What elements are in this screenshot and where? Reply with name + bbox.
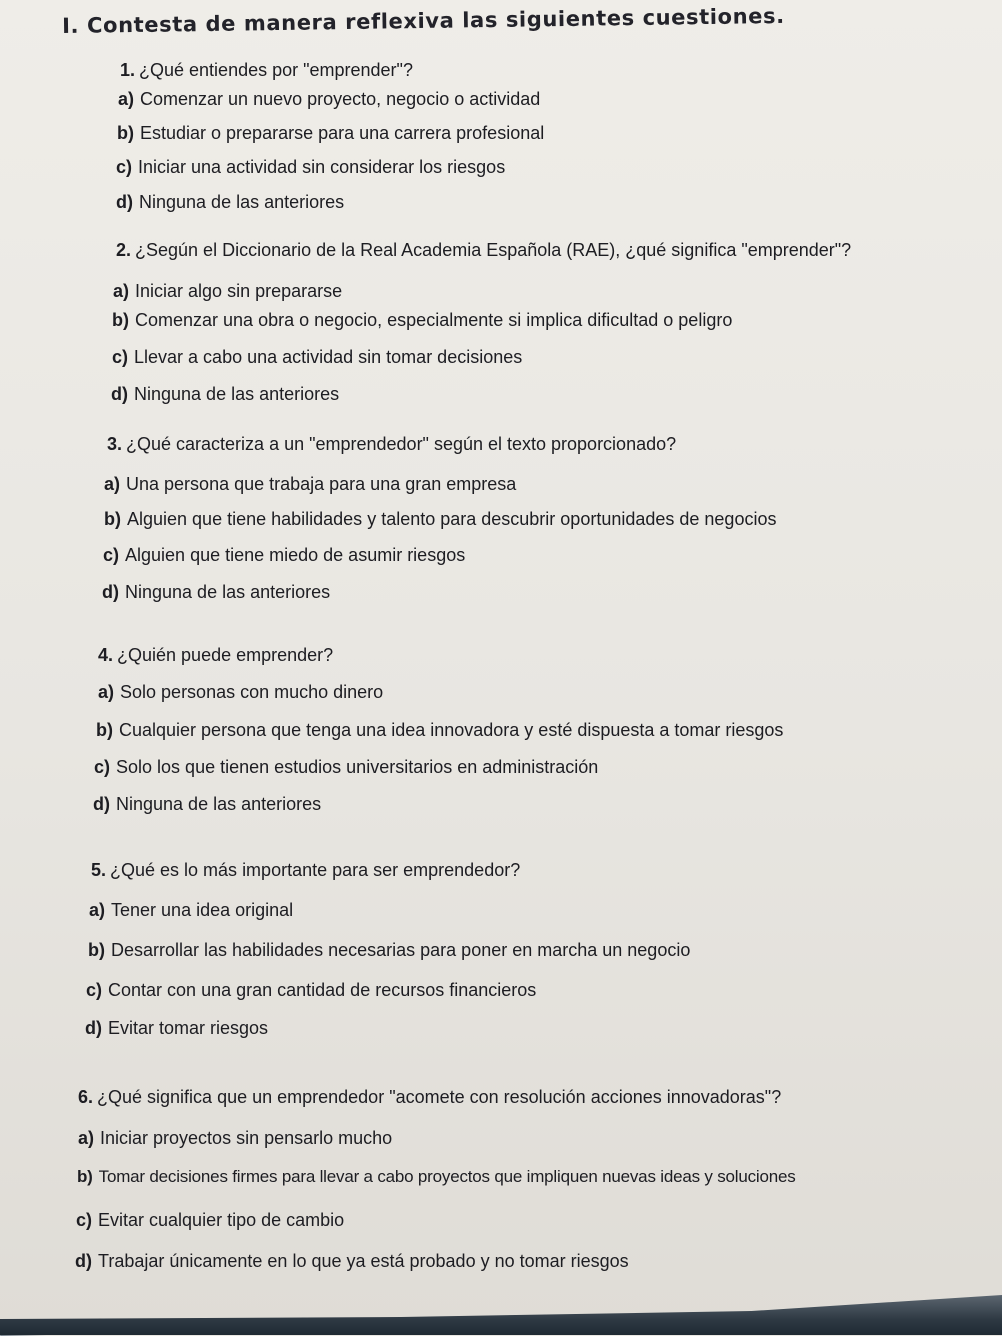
option-text: Tener una idea original (111, 900, 294, 920)
option-text: Iniciar proyectos sin pensarlo mucho (100, 1128, 393, 1148)
option-text: Solo personas con mucho dinero (120, 682, 384, 702)
book-cover-edge (0, 1295, 1002, 1335)
option-text: Iniciar una actividad sin considerar los riesgos (138, 157, 506, 177)
option-text: Evitar cualquier tipo de cambio (98, 1210, 345, 1230)
option-3d (102, 582, 330, 603)
option-letter: b) (104, 509, 121, 529)
question-text: ¿Según el Diccionario de la Real Academia Española (RAE), ¿qué significa "emprender"? (135, 240, 852, 260)
option-letter: a) (104, 474, 121, 494)
option-text: Alguien que tiene miedo de asumir riesgos (125, 545, 466, 565)
option-letter: d) (111, 384, 128, 404)
option-text: Ninguna de las anteriores (125, 582, 331, 602)
option-text: Ninguna de las anteriores (116, 794, 322, 814)
option-letter: b) (77, 1167, 93, 1186)
option-3a (104, 474, 516, 495)
option-5c (86, 980, 536, 1001)
option-letter: b) (112, 310, 129, 330)
worksheet-title: I. Contesta de manera reflexiva las siguientes cuestiones. (62, 3, 785, 38)
question-text: ¿Qué caracteriza a un "emprendedor" según el texto proporcionado? (126, 434, 677, 454)
option-text: Comenzar una obra o negocio, especialmente si implica dificultad o peligro (135, 310, 733, 330)
option-6c (76, 1210, 344, 1231)
option-text: Cualquier persona que tenga una idea innovadora y esté dispuesta a tomar riesgos (119, 720, 784, 740)
option-text: Llevar a cabo una actividad sin tomar decisiones (134, 347, 523, 367)
option-text: Ninguna de las anteriores (139, 192, 345, 212)
question-1 (120, 60, 413, 81)
option-text: Solo los que tienen estudios universitarios en administración (116, 757, 599, 777)
option-text: Desarrollar las habilidades necesarias para poner en marcha un negocio (111, 940, 691, 960)
option-1d (116, 192, 344, 213)
option-3b (104, 509, 776, 530)
option-letter: b) (117, 123, 134, 143)
option-5b (88, 940, 690, 961)
option-letter: a) (89, 900, 106, 920)
question-6 (78, 1087, 781, 1108)
option-letter: d) (116, 192, 133, 212)
question-number: 3. (107, 434, 123, 454)
option-letter: c) (76, 1210, 93, 1230)
option-6b (77, 1167, 796, 1187)
question-number: 4. (98, 645, 114, 665)
option-4c (94, 757, 598, 778)
question-text: ¿Quién puede emprender? (117, 645, 334, 665)
question-4 (98, 645, 333, 666)
option-1b (117, 123, 544, 144)
option-4d (93, 794, 321, 815)
option-letter: c) (103, 545, 120, 565)
option-letter: d) (75, 1251, 92, 1271)
option-text: Alguien que tiene habilidades y talento para descubrir oportunidades de negocios (127, 509, 777, 529)
option-1a (118, 89, 540, 110)
option-letter: d) (93, 794, 110, 814)
option-5d (85, 1018, 268, 1039)
option-letter: d) (102, 582, 119, 602)
question-number: 6. (78, 1087, 94, 1107)
option-text: Estudiar o prepararse para una carrera profesional (140, 123, 545, 143)
question-number: 2. (116, 240, 132, 260)
option-text: Iniciar algo sin prepararse (135, 281, 343, 301)
option-letter: b) (96, 720, 113, 740)
question-text: ¿Qué significa que un emprendedor "acomete con resolución acciones innovadoras"? (97, 1087, 782, 1107)
question-2 (116, 240, 851, 261)
option-text: Una persona que trabaja para una gran empresa (126, 474, 517, 494)
option-2d (111, 384, 339, 405)
option-letter: a) (78, 1128, 95, 1148)
question-5 (91, 860, 520, 881)
question-text: ¿Qué es lo más importante para ser emprendedor? (110, 860, 521, 880)
option-5a (89, 900, 293, 921)
option-1c (116, 157, 505, 178)
option-3c (103, 545, 465, 566)
option-letter: c) (86, 980, 103, 1000)
option-letter: c) (116, 157, 133, 177)
option-text: Contar con una gran cantidad de recursos financieros (108, 980, 537, 1000)
option-2b (112, 310, 732, 331)
question-number: 5. (91, 860, 107, 880)
option-text: Trabajar únicamente en lo que ya está probado y no tomar riesgos (98, 1251, 629, 1271)
option-2c (112, 347, 522, 368)
option-letter: c) (94, 757, 111, 777)
question-3 (107, 434, 676, 455)
option-6a (78, 1128, 392, 1149)
option-letter: a) (98, 682, 115, 702)
option-letter: b) (88, 940, 105, 960)
option-letter: a) (113, 281, 130, 301)
option-text: Comenzar un nuevo proyecto, negocio o actividad (140, 89, 541, 109)
option-text: Ninguna de las anteriores (134, 384, 340, 404)
option-letter: a) (118, 89, 135, 109)
question-number: 1. (120, 60, 136, 80)
option-4a (98, 682, 383, 703)
option-text: Tomar decisiones firmes para llevar a cabo proyectos que impliquen nuevas ideas y soluciones (98, 1167, 796, 1186)
option-text: Evitar tomar riesgos (108, 1018, 269, 1038)
option-2a (113, 281, 342, 302)
option-6d (75, 1251, 629, 1272)
question-text: ¿Qué entiendes por "emprender"? (139, 60, 413, 80)
option-letter: d) (85, 1018, 102, 1038)
option-letter: c) (112, 347, 129, 367)
option-4b (96, 720, 783, 741)
